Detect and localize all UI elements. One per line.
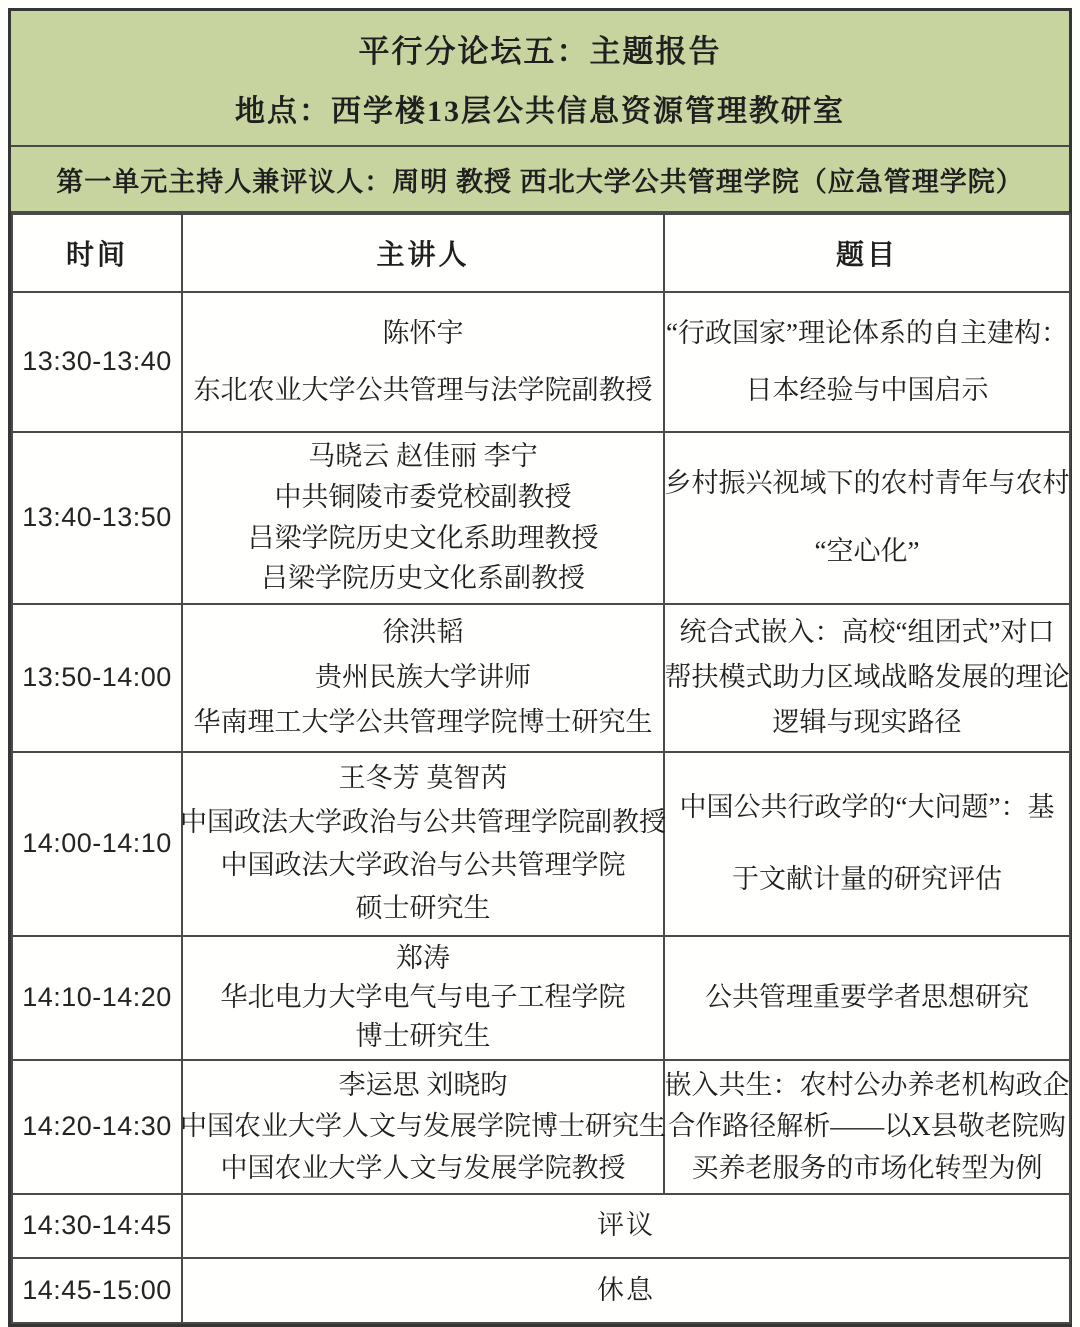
table-row [12,752,1070,936]
session-chair-line: 第一单元主持人兼评议人：周明 教授 西北大学公共管理学院（应急管理学院） [56,166,1024,197]
table-row [12,1194,1070,1258]
time-cell: 13:50-14:00 [12,604,182,752]
speaker-cell: 马晓云 赵佳丽 李宁 中共铜陵市委党校副教授 吕梁学院历史文化系助理教授 吕梁学院历史文化系副教授 [182,432,664,604]
time-cell: 14:30-14:45 [12,1194,182,1258]
speaker-cell: 王冬芳 莫智芮 中国政法大学政治与公共管理学院副教授 中国政法大学政治与公共管理学院 硕士研究生 [182,752,664,936]
forum-header [11,11,1069,147]
title-cell: 统合式嵌入：高校“组团式”对口 帮扶模式助力区域战略发展的理论 逻辑与现实路径 [664,604,1070,752]
table-row [12,292,1070,432]
time-cell: 14:45-15:00 [12,1258,182,1323]
time-cell: 13:30-13:40 [12,292,182,432]
title-cell: “行政国家”理论体系的自主建构： 日本经验与中国启示 [664,292,1070,432]
title-cell: 乡村振兴视域下的农村青年与农村 “空心化” [664,432,1070,604]
col-header-time: 时间 [12,214,182,292]
schedule-document [8,8,1072,1327]
location-line: 地点：西学楼13层公共信息资源管理教研室 [235,95,845,128]
time-cell: 14:10-14:20 [12,936,182,1060]
schedule-table [11,213,1071,1324]
table-row [12,604,1070,752]
title-cell: 公共管理重要学者思想研究 [664,936,1070,1060]
time-cell: 13:40-13:50 [12,432,182,604]
time-cell: 14:20-14:30 [12,1060,182,1194]
speaker-cell: 徐洪韬 贵州民族大学讲师 华南理工大学公共管理学院博士研究生 [182,604,664,752]
merged-activity-cell: 评议 [182,1194,1070,1258]
table-row [12,936,1070,1060]
session-chair-banner [11,147,1069,213]
title-cell: 中国公共行政学的“大问题”：基 于文献计量的研究评估 [664,752,1070,936]
speaker-cell: 郑涛 华北电力大学电气与电子工程学院 博士研究生 [182,936,664,1060]
speaker-cell: 陈怀宇 东北农业大学公共管理与法学院副教授 [182,292,664,432]
time-cell: 14:00-14:10 [12,752,182,936]
table-row [12,1258,1070,1323]
speaker-cell: 李运思 刘晓昀 中国农业大学人文与发展学院博士研究生 中国农业大学人文与发展学院教授 [182,1060,664,1194]
table-row [12,1060,1070,1194]
col-header-speaker: 主讲人 [182,214,664,292]
title-cell: 嵌入共生：农村公办养老机构政企 合作路径解析——以X县敬老院购 买养老服务的市场化转型为例 [664,1060,1070,1194]
page-title: 平行分论坛五：主题报告 [358,34,722,69]
table-header-row [12,214,1070,292]
merged-activity-cell: 休息 [182,1258,1070,1323]
table-row [12,432,1070,604]
col-header-title: 题目 [664,214,1070,292]
